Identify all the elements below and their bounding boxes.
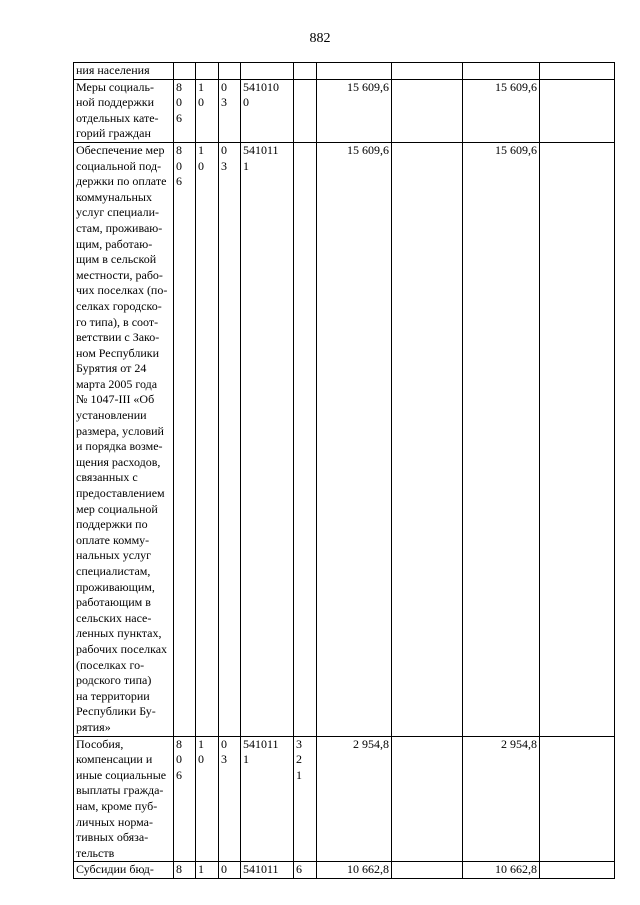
empty-cell: [540, 142, 615, 736]
row-name-cell: Меры социаль- ной поддержки отдельных кате- горий граждан: [74, 79, 174, 142]
csr-cell: 541011: [241, 862, 294, 879]
pr-cell: 0 3: [219, 79, 241, 142]
row-name-cell: Пособия, компенсации и иные социальные выплаты гражда- нам, кроме пуб- личных норма- тивных обяза- тельств: [74, 736, 174, 862]
vr-cell: [294, 142, 317, 736]
table-row: [74, 79, 615, 142]
ved-cell: 8: [174, 862, 196, 879]
ved-cell: 8 0 6: [174, 142, 196, 736]
amount-cell: 10 662,8: [317, 862, 392, 879]
amount-cell: 15 609,6: [317, 79, 392, 142]
amount-cell: 15 609,6: [317, 142, 392, 736]
ved-cell: 8 0 6: [174, 736, 196, 862]
page-number: 882: [309, 31, 331, 46]
rz-cell: 1 0: [196, 736, 219, 862]
csr-cell: 541010 0: [241, 79, 294, 142]
vr-cell: 3 2 1: [294, 736, 317, 862]
empty-cell: [392, 79, 463, 142]
table-row: [74, 63, 615, 80]
amount-cell: [317, 63, 392, 80]
empty-cell: [392, 63, 463, 80]
empty-cell: [392, 736, 463, 862]
rz-cell: [196, 63, 219, 80]
table-row: [74, 862, 615, 879]
row-name-cell: ния населения: [74, 63, 174, 80]
empty-cell: [540, 862, 615, 879]
pr-cell: 0 3: [219, 736, 241, 862]
empty-cell: [540, 63, 615, 80]
empty-cell: [540, 736, 615, 862]
ved-cell: 8 0 6: [174, 79, 196, 142]
empty-cell: [392, 142, 463, 736]
csr-cell: 541011 1: [241, 142, 294, 736]
amount-alt-cell: [463, 63, 540, 80]
vr-cell: 6: [294, 862, 317, 879]
pr-cell: 0: [219, 862, 241, 879]
amount-alt-cell: 15 609,6: [463, 79, 540, 142]
vr-cell: [294, 63, 317, 80]
amount-alt-cell: 10 662,8: [463, 862, 540, 879]
csr-cell: 541011 1: [241, 736, 294, 862]
ved-cell: [174, 63, 196, 80]
amount-cell: 2 954,8: [317, 736, 392, 862]
amount-alt-cell: 15 609,6: [463, 142, 540, 736]
rz-cell: 1 0: [196, 142, 219, 736]
budget-table: [73, 62, 615, 879]
rz-cell: 1: [196, 862, 219, 879]
pr-cell: 0 3: [219, 142, 241, 736]
table-row: [74, 736, 615, 862]
vr-cell: [294, 79, 317, 142]
row-name-cell: Обеспечение мер социальной под- держки по оплате коммунальных услуг специали- стам, проживаю- щим, работаю- щим в сельской местности, рабо- чих поселках (по- селках городско- го типа), в соот- ветствии с Зако- ном Республики Бурятия от 24 марта 2005 года № 1047-III «Об установлении размера, условий и порядка возме- щения расходов, связанных с предоставлением мер социальной поддержки по оплате комму- нальных услуг специалистам, проживающим, работающим в сельских насе- ленных пунктах, рабочих поселках (поселках го- родского типа) на территории Республики Бу- рятия»: [74, 142, 174, 736]
empty-cell: [392, 862, 463, 879]
table-row: [74, 142, 615, 736]
row-name-cell: Субсидии бюд-: [74, 862, 174, 879]
pr-cell: [219, 63, 241, 80]
csr-cell: [241, 63, 294, 80]
empty-cell: [540, 79, 615, 142]
rz-cell: 1 0: [196, 79, 219, 142]
amount-alt-cell: 2 954,8: [463, 736, 540, 862]
